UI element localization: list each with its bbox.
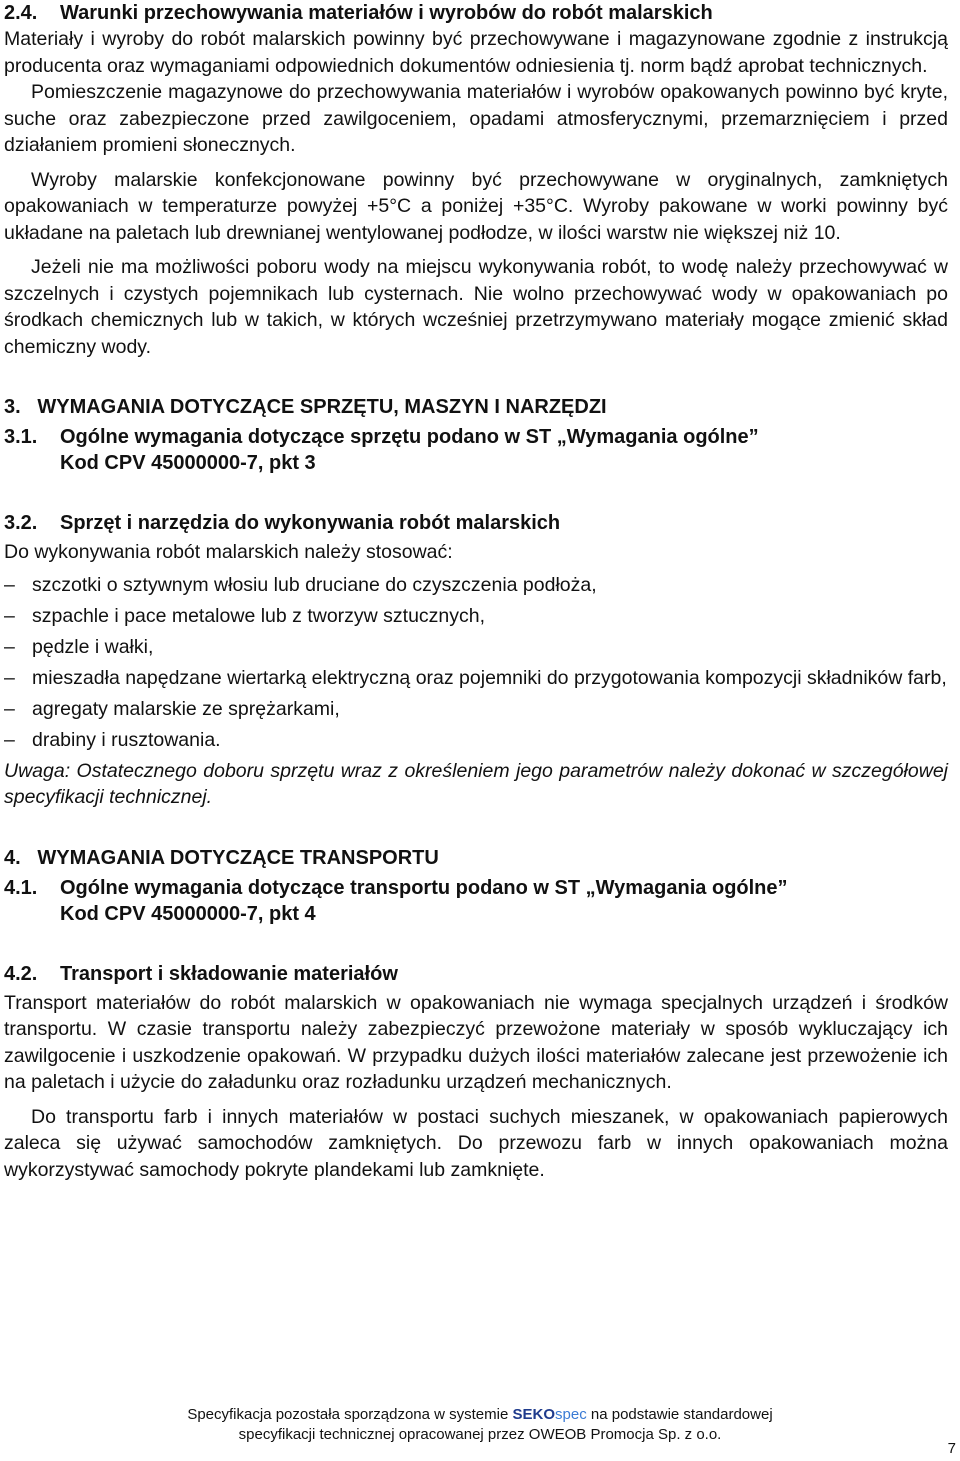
section-title-line: Ogólne wymagania dotyczące sprzętu podano w ST „Wymagania ogólne”	[60, 426, 759, 448]
list-item	[4, 634, 948, 661]
section-number: 2.4.	[4, 2, 38, 24]
section-title: Warunki przechowywania materiałów i wyrobów do robót malarskich	[60, 2, 713, 24]
list-item-text: szpachle i pace metalowe lub z tworzyw sztucznych,	[32, 604, 486, 627]
section-number: 4.2.	[4, 962, 38, 985]
section-number: 3.1.	[4, 426, 38, 448]
paragraph: Pomieszczenie magazynowe do przechowywania materiałów i wyrobów opakowanych powinno być kryte, suche oraz zabezpieczone przed zawilgoceniem, opadami atmosferycznymi, przemarznięciem i przed działaniem promieni słonecznych.	[4, 81, 948, 156]
footer-text: Specyfikacja pozostała sporządzona w systemie	[187, 1406, 513, 1423]
dash-bullet: –	[4, 635, 15, 658]
page-footer	[0, 1405, 960, 1445]
footer-line-2: specyfikacji technicznej opracowanej przez OWEOB Promocja Sp. z o.o.	[238, 1426, 722, 1443]
section-number: 3.2.	[4, 512, 38, 534]
list-item	[4, 603, 948, 630]
paragraph: Wyroby malarskie konfekcjonowane powinny być przechowywane w oryginalnych, zamkniętych opakowaniach w temperaturze powyżej +5°C a poniżej +35°C. Wyroby pakowane w worki powinny być układane na paletach lub drewnianej wentylowanej podłodze, w ilości warstw nie większej niż 10.	[4, 168, 948, 244]
dash-bullet: –	[4, 604, 15, 627]
equipment-list	[4, 572, 948, 754]
paragraph: Transport materiałów do robót malarskich w opakowaniach nie wymaga specjalnych urządzeń i środków transportu. W czasie transportu należy zabezpieczyć przewożone materiały w sposób wykluczający ich zawilgocenie i uszkodzenie opakowań. W przypadku dużych ilości materiałów zalecane jest przewożenie ich na paletach i użycie do załadunku oraz rozładunku urządzeń mechanicznych.	[4, 991, 948, 1093]
list-item-text: agregaty malarskie ze sprężarkami,	[32, 697, 340, 720]
section-title	[60, 875, 788, 927]
page-number: 7	[947, 1440, 956, 1457]
dash-bullet: –	[4, 697, 15, 720]
section-title-line: Kod CPV 45000000-7, pkt 4	[60, 902, 316, 925]
list-item-text: drabiny i rusztowania.	[32, 728, 221, 751]
footer-text: na podstawie standardowej	[586, 1406, 773, 1423]
section-3-1-heading	[4, 424, 948, 476]
brand-logo-part: spec	[555, 1406, 587, 1423]
section-title-line: Ogólne wymagania dotyczące transportu podano w ST „Wymagania ogólne”	[60, 876, 788, 899]
section-title	[60, 424, 759, 476]
section-3-heading: 3. WYMAGANIA DOTYCZĄCE SPRZĘTU, MASZYN I NARZĘDZI	[4, 396, 607, 418]
footer-line-1	[0, 1405, 960, 1425]
section-title-line: Kod CPV 45000000-7, pkt 3	[60, 452, 316, 474]
dash-bullet: –	[4, 666, 15, 689]
dash-bullet: –	[4, 573, 15, 596]
section-4-heading: 4. WYMAGANIA DOTYCZĄCE TRANSPORTU	[4, 846, 439, 869]
list-item	[4, 665, 948, 692]
section-2-4-heading	[4, 0, 948, 26]
list-item	[4, 727, 948, 754]
section-3-2-heading	[4, 510, 948, 536]
section-number: 4.1.	[4, 876, 38, 899]
paragraph: Materiały i wyroby do robót malarskich powinny być przechowywane i magazynowane zgodnie z instrukcją producenta oraz wymaganiami odpowiednich dokumentów odniesienia tj. norm bądź aprobat technicznych.	[4, 28, 948, 77]
paragraph: Do wykonywania robót malarskich należy stosować:	[4, 541, 453, 563]
section-4-2-heading	[4, 961, 948, 987]
dash-bullet: –	[4, 728, 15, 751]
note: Uwaga: Ostatecznego doboru sprzętu wraz z określeniem jego parametrów należy dokonać w szczegółowej specyfikacji technicznej.	[4, 759, 948, 808]
document-page	[4, 0, 948, 1183]
section-title: Transport i składowanie materiałów	[60, 962, 398, 985]
section-4-1-heading	[4, 875, 948, 927]
brand-logo-part: SEKO	[512, 1406, 556, 1423]
list-item-text: szczotki o sztywnym włosiu lub druciane do czyszczenia podłoża,	[32, 573, 597, 596]
paragraph: Do transportu farb i innych materiałów w postaci suchych mieszanek, w opakowaniach papierowych zaleca się używać samochodów zamkniętych. Do przewozu farb w innych opakowaniach można wykorzystywać samochody pokryte plandekami lub zamknięte.	[4, 1105, 948, 1181]
section-title: Sprzęt i narzędzia do wykonywania robót malarskich	[60, 512, 561, 534]
list-item-text: mieszadła napędzane wiertarką elektryczną oraz pojemniki do przygotowania kompozycji składników farb,	[32, 666, 947, 689]
list-item	[4, 696, 948, 723]
list-item-text: pędzle i wałki,	[32, 635, 154, 658]
paragraph: Jeżeli nie ma możliwości poboru wody na miejscu wykonywania robót, to wodę należy przechowywać w szczelnych i czystych pojemnikach lub cysternach. Nie wolno przechowywać wody w opakowaniach po środkach chemicznych lub w takich, w których wcześniej przetrzymywano materiały mogące zmienić skład chemiczny wody.	[4, 256, 948, 358]
list-item	[4, 572, 948, 599]
